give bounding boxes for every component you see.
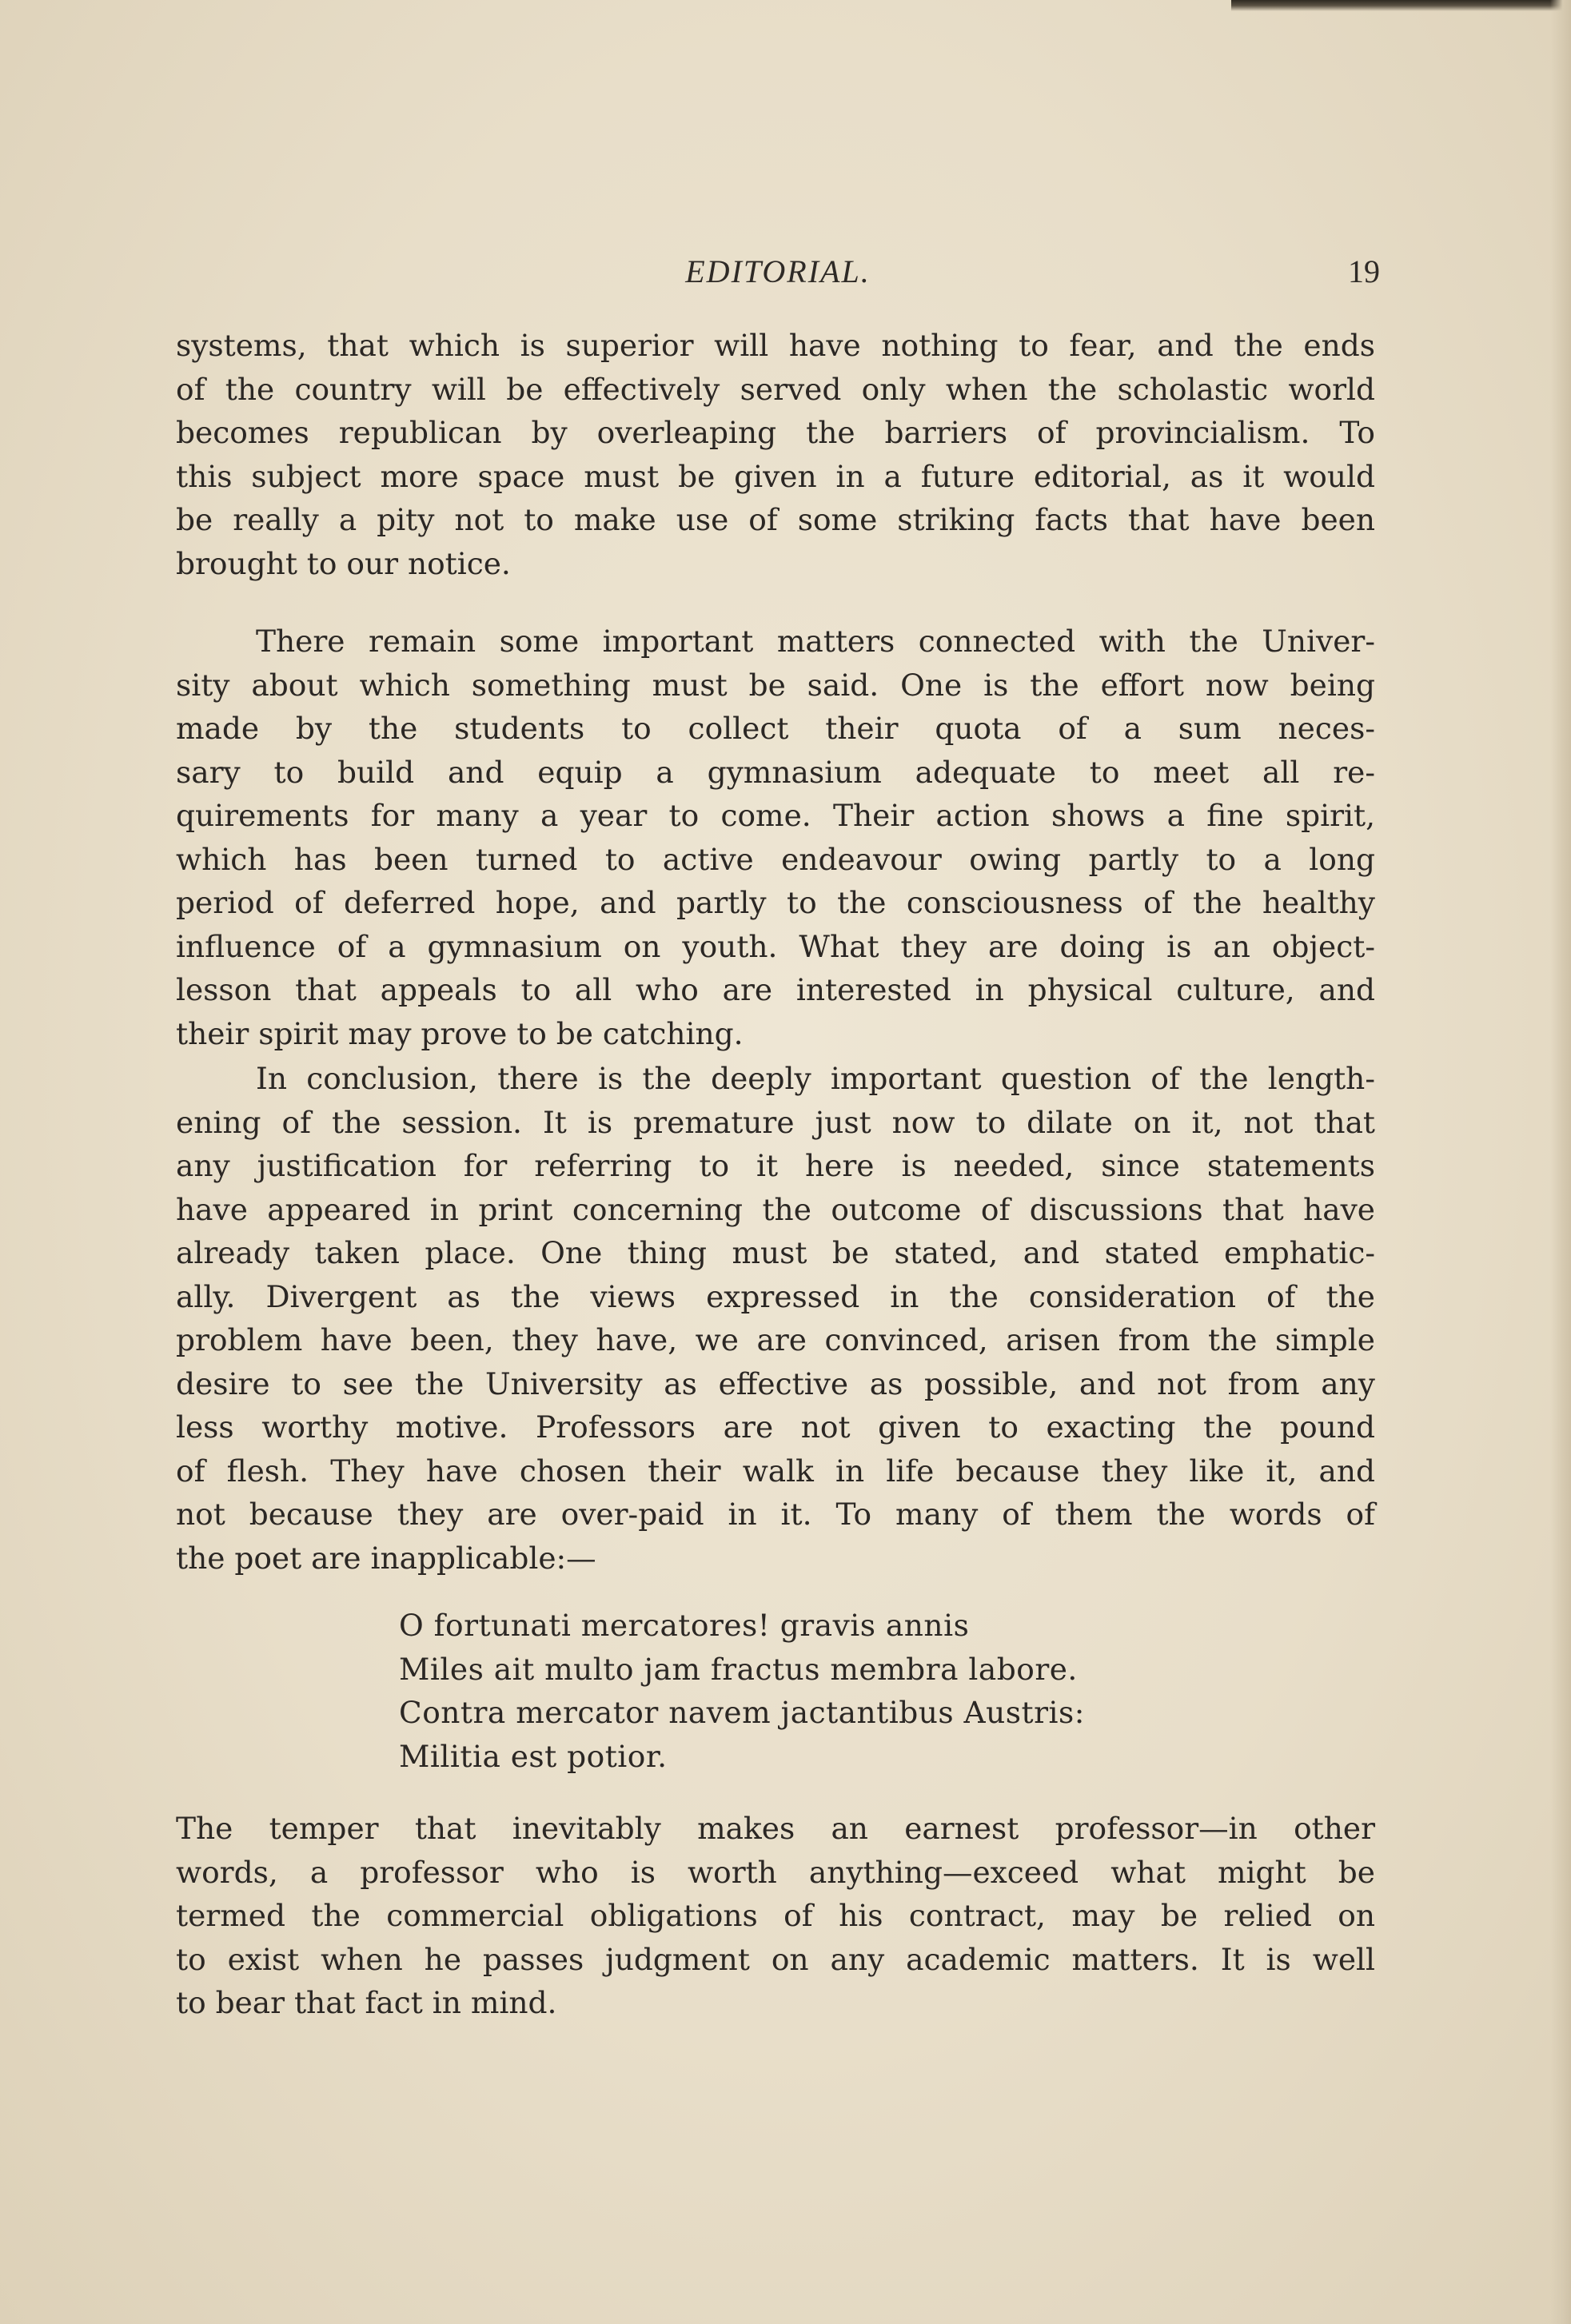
text-line: less worthy motive. Professors are not given to exacting the pound (176, 1409, 1375, 1445)
text-line: this subject more space must be given in a future editorial, as it would (176, 458, 1375, 494)
verse-line: Miles ait multo jam fractus membra labore. (399, 1651, 1078, 1687)
page-number: 19 (1348, 253, 1380, 289)
text-line: any justification for referring to it here is needed, since statements (176, 1148, 1375, 1183)
text-line: sity about which something must be said. One is the effort now being (176, 667, 1375, 703)
text-line: termed the commercial obligations of his contract, may be relied on (176, 1898, 1375, 1933)
text-line: becomes republican by overleaping the barriers of provincialism. To (176, 415, 1375, 450)
text-line: made by the students to collect their quota of a sum neces- (176, 711, 1375, 746)
verse-gap (176, 1580, 1375, 1604)
text-line: not because they are over-paid in it. To many of them the words of (176, 1497, 1375, 1532)
text-line: There remain some important matters connected with the Univer- (256, 624, 1375, 659)
text-line: systems, that which is superior will have nothing to fear, and the ends (176, 328, 1375, 363)
text-line: In conclusion, there is the deeply important question of the length- (256, 1061, 1375, 1096)
text-line: be really a pity not to make use of some striking facts that have been (176, 502, 1375, 537)
text-line: ening of the session. It is premature just now to dilate on it, not that (176, 1104, 1375, 1140)
text-line: their spirit may prove to be catching. (176, 1015, 744, 1051)
text-line: to bear that fact in mind. (176, 1985, 557, 2020)
text-line: the poet are inapplicable:— (176, 1540, 596, 1576)
running-head (176, 249, 1380, 294)
text-line: which has been turned to active endeavour owing partly to a long (176, 841, 1375, 877)
text-line: influence of a gymnasium on youth. What they are doing is an object- (176, 928, 1375, 964)
verse-gap (176, 1778, 1375, 1807)
running-title: EDITORIAL. (685, 253, 871, 289)
text-line: brought to our notice. (176, 545, 511, 581)
text-line: of the country will be effectively served only when the scholastic world (176, 371, 1375, 407)
text-line: period of deferred hope, and partly to the consciousness of the healthy (176, 885, 1375, 920)
text-line: quirements for many a year to come. Their action shows a fine spirit, (176, 798, 1375, 833)
text-line: problem have been, they have, we are convinced, arisen from the simple (176, 1322, 1375, 1357)
text-line: sary to build and equip a gymnasium adequate to meet all re- (176, 754, 1375, 790)
text-line: The temper that inevitably makes an earnest professor—in other (176, 1811, 1375, 1846)
page-top-edge-shadow (1231, 0, 1571, 11)
text-line: to exist when he passes judgment on any academic matters. It is well (176, 1941, 1375, 1977)
text-line: have appeared in print concerning the outcome of discussions that have (176, 1191, 1375, 1227)
paragraph-gap (176, 585, 1375, 620)
verse-line: Contra mercator navem jactantibus Austris: (399, 1695, 1085, 1730)
text-line: words, a professor who is worth anything—exceed what might be (176, 1854, 1375, 1890)
text-line: lesson that appeals to all who are interested in physical culture, and (176, 972, 1375, 1007)
text-line: desire to see the University as effective as possible, and not from any (176, 1365, 1375, 1401)
text-line: ally. Divergent as the views expressed in the consideration of the (176, 1278, 1375, 1314)
verse-line: Militia est potior. (399, 1738, 668, 1774)
editorial-body (176, 324, 1375, 2025)
page-right-edge-shadow (1550, 0, 1571, 2324)
text-line: of flesh. They have chosen their walk in life because they like it, and (176, 1453, 1375, 1489)
text-line: already taken place. One thing must be stated, and stated emphatic- (176, 1235, 1375, 1270)
verse-line: O fortunati mercatores! gravis annis (399, 1608, 970, 1643)
